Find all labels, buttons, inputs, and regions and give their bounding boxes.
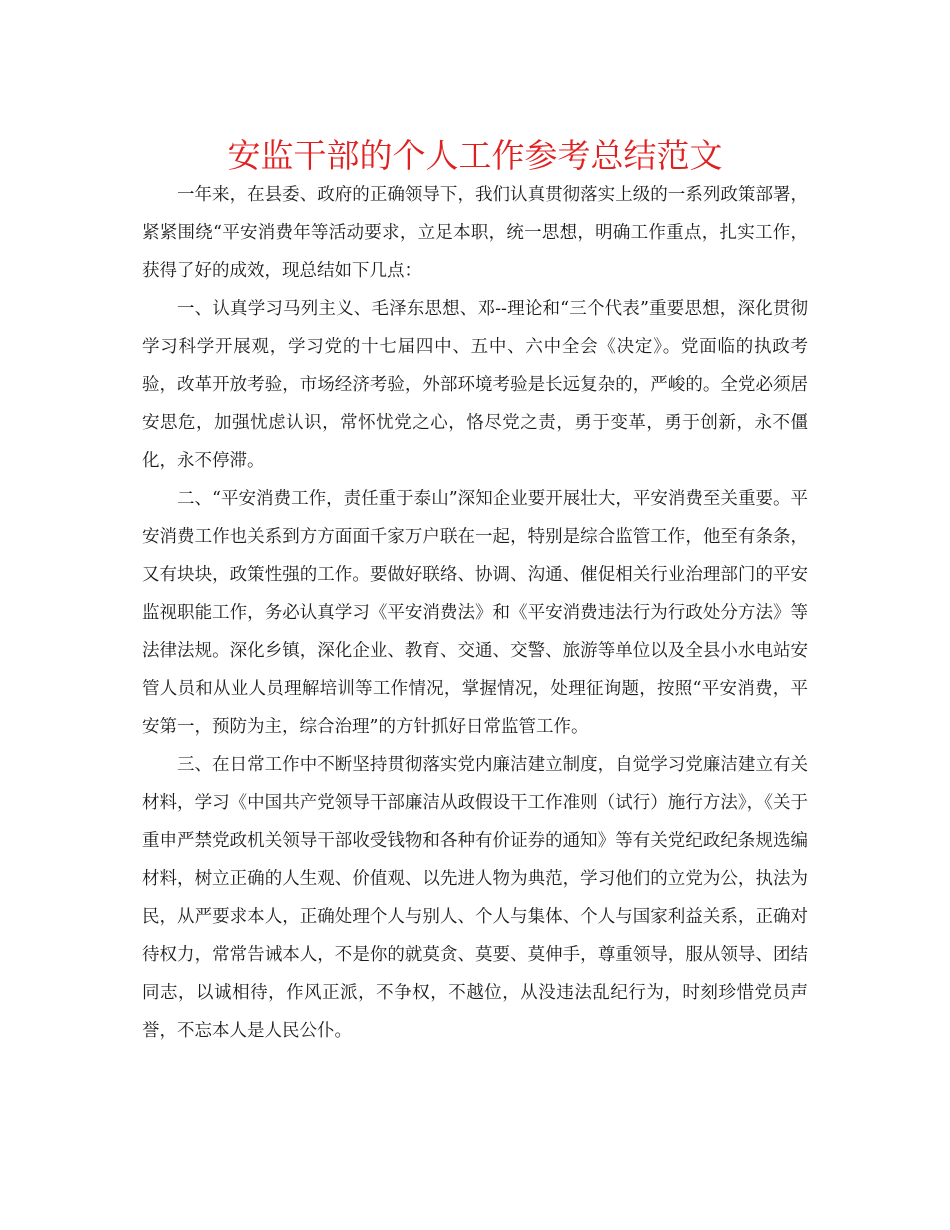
paragraph-three: 三、在日常工作中不断坚持贯彻落实党内廉洁建立制度，自觉学习党廉洁建立有关材料，学习《中国共产党领导干部廉洁从政假设干工作准则（试行）施行方法》，《关于重申严禁党政机关领导干部收受钱物和各种有价证券的通知》等有关党纪政纪条规选编材料，树立正确的人生观、价值观、以先进人物为典范，学习他们的立党为公，执法为民，从严要求本人，正确处理个人与别人、个人与集体、个人与国家利益关系，正确对待权力，常常告诫本人，不是你的就莫贪、莫要、莫伸手，尊重领导，服从领导、团结同志，以诚相待，作风正派，不争权，不越位，从没违法乱纪行为，时刻珍惜党员声誉，不忘本人是人民公仆。	[142, 755, 808, 1041]
paragraph-two: 二、“平安消费工作，责任重于泰山”深知企业要开展壮大，平安消费至关重要。平安消费工作也关系到方方面面千家万户联在一起，特别是综合监管工作，他至有条条，又有块块，政策性强的工作。要做好联络、协调、沟通、催促相关行业治理部门的平安监视职能工作，务必认真学习《平安消费法》和《平安消费违法行为行政处分方法》等法律法规。深化乡镇，深化企业、教育、交通、交警、旅游等单位以及全县小水电站安管人员和从业人员理解培训等工作情况，掌握情况，处理征询题，按照“平安消费，平安第一，预防为主，综合治理”的方针抓好日常监管工作。	[142, 489, 808, 737]
paragraph-one: 一、认真学习马列主义、毛泽东思想、邓--理论和“三个代表”重要思想，深化贯彻学习科学开展观，学习党的十七届四中、五中、六中全会《决定》。党面临的执政考验，改革开放考验，市场经济考验，外部环境考验是长远复杂的，严峻的。全党必须居安思危，加强忧虑认识，常怀忧党之心，恪尽党之责，勇于变革，勇于创新，永不僵化，永不停滞。	[142, 299, 808, 471]
document-title: 安监干部的个人工作参考总结范文	[227, 136, 723, 175]
paragraph-intro: 一年来，在县委、政府的正确领导下，我们认真贯彻落实上级的一系列政策部署，紧紧围绕“平安消费年等活动要求，立足本职，统一思想，明确工作重点，扎实工作，获得了好的成效，现总结如下几点：	[142, 185, 808, 281]
document-body	[142, 176, 808, 1050]
